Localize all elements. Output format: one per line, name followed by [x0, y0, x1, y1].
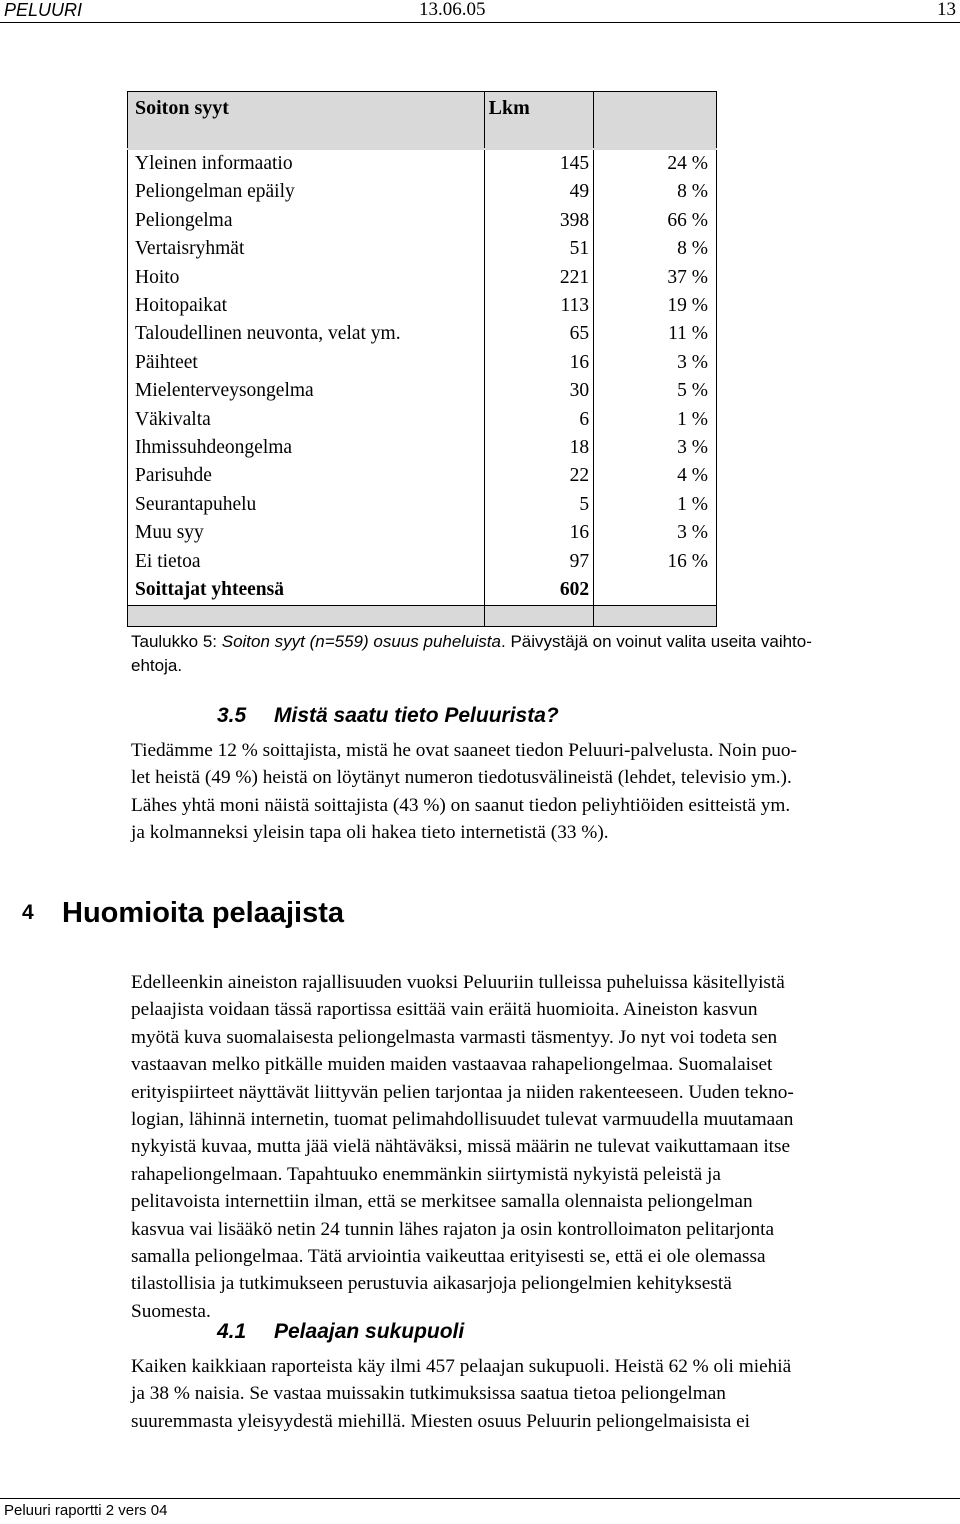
count-cell: 97	[484, 548, 593, 576]
text-line: rahapeliongelmaan. Tapahtuuko enemmänkin siirtymistä nykyistä peleistä ja	[131, 1163, 721, 1185]
percent-cell: 4 %	[594, 462, 717, 490]
percent-cell: 5 %	[594, 377, 717, 405]
table-row	[128, 235, 717, 263]
table-footer-row	[128, 605, 717, 626]
table-total-row	[128, 576, 717, 605]
table-row	[128, 207, 717, 235]
text-line: myötä kuva suomalaisesta peliongelmasta varmasti täsmentyy. Jo nyt voi todeta sen	[131, 1026, 778, 1048]
table-row	[128, 349, 717, 377]
text-line: Suomesta.	[131, 1300, 211, 1322]
section-4-1-body	[131, 1353, 931, 1435]
table-row	[128, 491, 717, 519]
table-header-reason: Soiton syyt	[128, 92, 485, 150]
text-line: pelaajista voidaan tässä raportissa esittää vain eräitä huomioita. Aineiston kasvun	[131, 999, 758, 1021]
percent-cell: 11 %	[594, 320, 717, 348]
table-row	[128, 434, 717, 462]
section-3-5-title: Mistä saatu tieto Peluurista?	[274, 704, 559, 727]
reason-cell: Peliongelman epäily	[128, 178, 485, 206]
table-footer-cell	[128, 605, 485, 626]
caption-line2: ehtoja.	[131, 656, 183, 675]
reason-cell: Seurantapuhelu	[128, 491, 485, 519]
count-cell: 602	[484, 576, 593, 605]
table-caption	[131, 630, 931, 678]
count-cell: 145	[484, 149, 593, 178]
table-header-row	[128, 92, 717, 150]
section-4-1-title: Pelaajan sukupuoli	[274, 1320, 465, 1343]
reason-cell: Vertaisryhmät	[128, 235, 485, 263]
text-line: samalla peliongelmaa. Tätä arviointia vaikeuttaa erityisesti se, että ei ole olemassa	[131, 1246, 766, 1268]
table-header-percent	[594, 92, 717, 150]
percent-cell: 16 %	[594, 548, 717, 576]
count-cell: 51	[484, 235, 593, 263]
text-line: logian, lähinnä internetin, tuomat pelimahdollisuudet tulevat varmuudella muutamaan	[131, 1109, 794, 1131]
percent-cell: 37 %	[594, 264, 717, 292]
reasons-table	[127, 91, 717, 627]
reason-cell: Ihmissuhdeongelma	[128, 434, 485, 462]
text-line: Edelleenkin aineiston rajallisuuden vuoksi Peluuriin tulleissa puheluissa käsitellyistä	[131, 972, 785, 993]
reason-cell: Taloudellinen neuvonta, velat ym.	[128, 320, 485, 348]
section-4-number: 4	[22, 901, 34, 924]
section-3-5-heading	[217, 704, 559, 728]
percent-cell: 19 %	[594, 292, 717, 320]
table-row	[128, 292, 717, 320]
reason-cell: Hoitopaikat	[128, 292, 485, 320]
text-line: erityispiirteet näyttävät liittyvän pelien tarjontaa ja niiden rakenteeseen. Uuden tekno-	[131, 1081, 794, 1103]
percent-cell	[594, 576, 717, 605]
header-page-number: 13	[937, 0, 956, 20]
count-cell: 30	[484, 377, 593, 405]
text-line: ja 38 % naisia. Se vastaa muissakin tutkimuksissa saatua tietoa peliongelman	[131, 1383, 726, 1405]
caption-prefix: Taulukko 5:	[131, 632, 222, 651]
count-cell: 113	[484, 292, 593, 320]
section-3-5-body	[131, 737, 931, 847]
text-line: kasvua vai lisääkö netin 24 tunnin lähes rajaton ja osin kontrolloimaton pelitarjonta	[131, 1218, 775, 1240]
text-line: let heistä (49 %) heistä on löytänyt numeron tiedotusvälineistä (lehdet, televisio ym.).	[131, 767, 792, 789]
count-cell: 5	[484, 491, 593, 519]
text-line: suuremmasta yleisyydestä miehillä. Miesten osuus Peluurin peliongelmaisista ei	[131, 1410, 751, 1432]
percent-cell: 3 %	[594, 434, 717, 462]
percent-cell: 8 %	[594, 178, 717, 206]
reason-cell: Yleinen informaatio	[128, 149, 485, 178]
text-line: pelitavoista internettiin ilman, että se merkitsee samalla olennaista peliongelman	[131, 1191, 753, 1213]
percent-cell: 1 %	[594, 406, 717, 434]
table-row	[128, 178, 717, 206]
count-cell: 398	[484, 207, 593, 235]
table-row	[128, 519, 717, 547]
caption-rest: . Päivystäjä on voinut valita useita vaihto-	[501, 632, 812, 651]
reason-cell: Hoito	[128, 264, 485, 292]
caption-italic: Soiton syyt (n=559) osuus puheluista	[221, 632, 501, 651]
text-line: Lähes yhtä moni näistä soittajista (43 %) on saanut tiedon peliyhtiöiden esitteistä ym.	[131, 794, 791, 816]
section-3-5-number: 3.5	[217, 704, 247, 727]
percent-cell: 66 %	[594, 207, 717, 235]
reason-cell: Muu syy	[128, 519, 485, 547]
text-line: Tiedämme 12 % soittajista, mistä he ovat saaneet tiedon Peluuri-palvelusta. Noin puo-	[131, 740, 797, 761]
table-row	[128, 548, 717, 576]
reason-cell: Soittajat yhteensä	[128, 576, 485, 605]
page-footer: Peluuri raportti 2 vers 04	[4, 1502, 168, 1519]
section-4-heading	[22, 897, 344, 930]
text-line: tilastollisia ja tutkimukseen perustuvia aikasarjoja peliongelmien kehityksestä	[131, 1273, 732, 1295]
count-cell: 18	[484, 434, 593, 462]
table-footer-cell	[594, 605, 717, 626]
reason-cell: Väkivalta	[128, 406, 485, 434]
reason-cell: Päihteet	[128, 349, 485, 377]
table-row	[128, 149, 717, 178]
table-row	[128, 320, 717, 348]
table-row	[128, 264, 717, 292]
footer-divider	[0, 1498, 960, 1499]
header-date: 13.06.05	[419, 0, 486, 20]
percent-cell: 3 %	[594, 519, 717, 547]
section-4-1-number: 4.1	[217, 1320, 247, 1343]
reason-cell: Mielenterveysongelma	[128, 377, 485, 405]
count-cell: 16	[484, 519, 593, 547]
text-line: nykyistä kuvaa, mutta jää vielä nähtäväksi, missä määrin ne tulevat vaikuttamaan itse	[131, 1136, 791, 1158]
percent-cell: 24 %	[594, 149, 717, 178]
section-4-title: Huomioita pelaajista	[62, 897, 345, 929]
table-header-count: Lkm	[484, 92, 593, 150]
count-cell: 221	[484, 264, 593, 292]
count-cell: 22	[484, 462, 593, 490]
count-cell: 6	[484, 406, 593, 434]
section-4-body	[131, 969, 931, 1325]
reason-cell: Peliongelma	[128, 207, 485, 235]
table-row	[128, 462, 717, 490]
reason-cell: Parisuhde	[128, 462, 485, 490]
table-footer-cell	[484, 605, 593, 626]
header-title: PELUURI	[4, 0, 83, 20]
page-header	[0, 0, 960, 23]
text-line: Kaiken kaikkiaan raporteista käy ilmi 457 pelaajan sukupuoli. Heistä 62 % oli miehiä	[131, 1356, 792, 1377]
table-row	[128, 406, 717, 434]
count-cell: 16	[484, 349, 593, 377]
count-cell: 65	[484, 320, 593, 348]
reason-cell: Ei tietoa	[128, 548, 485, 576]
text-line: ja kolmanneksi yleisin tapa oli hakea tieto internetistä (33 %).	[131, 822, 609, 844]
section-4-1-heading	[217, 1320, 464, 1344]
text-line: vastaavan melko pitkälle muiden maiden vastaavaa rahapeliongelmaa. Suomalaiset	[131, 1054, 773, 1076]
count-cell: 49	[484, 178, 593, 206]
table-row	[128, 377, 717, 405]
percent-cell: 3 %	[594, 349, 717, 377]
percent-cell: 1 %	[594, 491, 717, 519]
percent-cell: 8 %	[594, 235, 717, 263]
